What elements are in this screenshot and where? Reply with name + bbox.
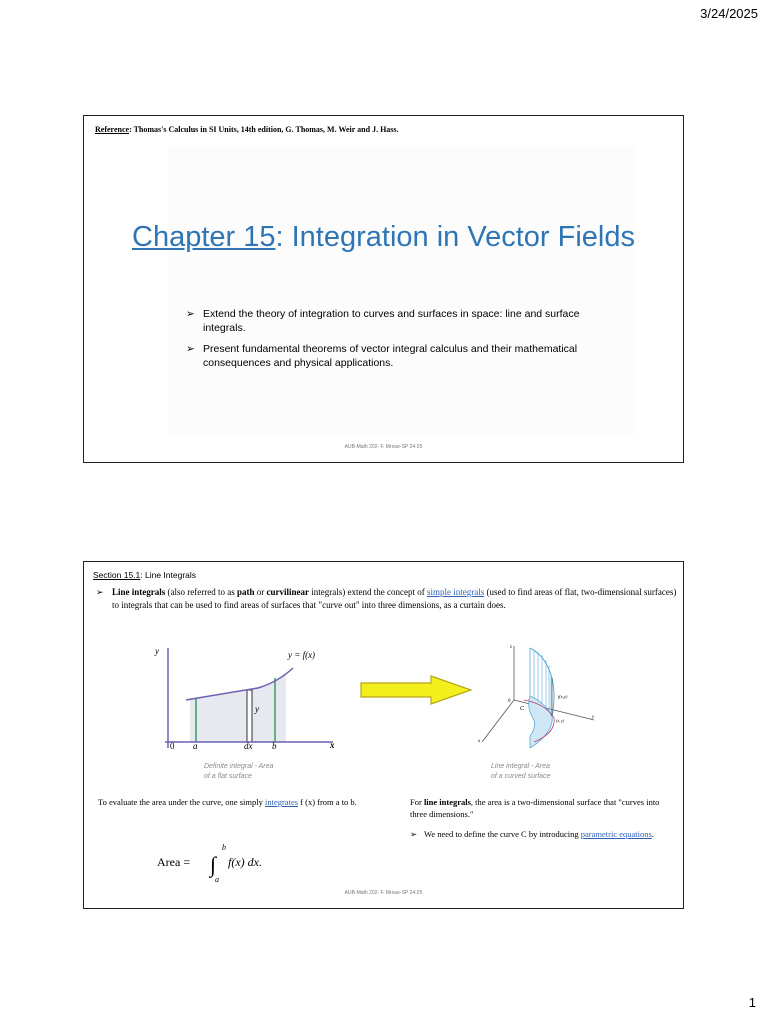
parametric-equations-link[interactable]: parametric equations <box>580 829 652 839</box>
line-integral-text <box>410 796 670 840</box>
arrow-bullet-icon: ➢ <box>96 587 104 597</box>
caption-line: Line integral - Area <box>491 763 550 770</box>
slide-1 <box>83 115 684 463</box>
slide-footer: AUB-Math 202- F. Mroue-SP 24-25 <box>344 444 423 450</box>
section-link[interactable]: Section 15.1 <box>93 570 141 580</box>
caption-line: Definite integral - Area <box>204 763 274 770</box>
upper-limit: b <box>222 843 226 852</box>
arrow-bullet-icon: ➢ <box>410 829 418 839</box>
slide-footer: AUB-Math 202- F. Mroue-SP 24-25 <box>344 890 423 896</box>
page-date: 3/24/2025 <box>700 6 758 21</box>
line-integral-paragraph <box>410 796 670 820</box>
fig2-z-label: z <box>510 645 512 650</box>
chapter-title-rest: : Integration in Vector Fields <box>275 221 635 253</box>
line-integral-figure <box>474 638 604 748</box>
chapter-link[interactable]: Chapter 15 <box>132 221 276 253</box>
dx-label: dx <box>244 741 253 750</box>
para-text: or <box>254 587 267 597</box>
formula-lhs: Area = <box>157 855 191 869</box>
reference-line <box>95 125 399 134</box>
arrow-bullet-icon: ➢ <box>186 308 195 320</box>
text: f (x) from a to b. <box>298 797 357 807</box>
integral-sign: ∫ <box>210 852 217 877</box>
integrates-link[interactable]: integrates <box>264 797 299 807</box>
term-path: path <box>236 587 255 597</box>
definite-integral-figure <box>148 640 348 750</box>
parametric-bullet <box>410 828 670 840</box>
x-axis-label: x <box>330 740 335 750</box>
area-formula <box>152 840 302 885</box>
text: , the area is a two-dimensional surface that "curves into three dimensions." <box>410 797 660 819</box>
fig2-origin-label: 0 <box>508 699 511 704</box>
reference-label: Reference <box>95 125 130 134</box>
para-text: (also referred to as <box>165 587 237 597</box>
para-text: integrals) extend the concept of <box>308 587 427 597</box>
curve-label: y = f(x) <box>288 650 316 660</box>
term-line-integrals: line integrals <box>423 797 471 807</box>
objective-text: Extend the theory of integration to curves and surfaces in space: line and surface integrals. <box>203 308 580 334</box>
caption-line-integral <box>491 762 551 782</box>
caption-line: of a flat surface <box>204 773 252 780</box>
strip-y-label: y <box>255 704 259 714</box>
term-line-integrals: Line integrals <box>112 587 166 597</box>
text: We need to define the curve C by introducing <box>424 829 581 839</box>
integrand: f(x) dx. <box>228 855 262 869</box>
x-axis <box>482 700 514 742</box>
chapter-title <box>124 220 643 255</box>
a-label: a <box>193 741 198 750</box>
section-heading <box>93 570 196 580</box>
fig2-xy-label: (x, y) <box>556 718 565 723</box>
fig2-y-label: y <box>592 715 595 720</box>
fig2-x-label: x <box>478 739 481 744</box>
page-number: 1 <box>748 995 756 1010</box>
objective-item <box>186 342 586 370</box>
evaluate-area-text <box>98 796 383 808</box>
objective-item <box>186 307 586 335</box>
y-axis-label: y <box>155 646 159 656</box>
section-heading-rest: : Line Integrals <box>140 570 197 580</box>
origin-label: 0 <box>170 741 175 750</box>
slide-1-content-panel <box>168 146 636 436</box>
text: To evaluate the area under the curve, one simply <box>98 797 265 807</box>
dx-strip <box>247 690 252 742</box>
caption-line: of a curved surface <box>491 773 551 780</box>
intro-paragraph <box>96 586 681 611</box>
reference-text: : Thomas's Calculus in SI Units, 14th edition, G. Thomas, M. Weir and J. Hass. <box>129 125 399 134</box>
arrow-bullet-icon: ➢ <box>186 343 195 355</box>
transition-arrow-icon <box>359 675 474 705</box>
fig2-fxy-label: f(x,y) <box>558 694 568 699</box>
caption-definite-integral <box>204 762 273 782</box>
lower-limit: a <box>215 875 219 884</box>
simple-integrals-link[interactable]: simple integrals <box>426 587 485 597</box>
objectives-list <box>186 307 586 377</box>
b-label: b <box>272 741 277 750</box>
para-text: (used to find areas of flat, two-dimensional surfaces) to integrals that can be used to find areas of surfaces that "curve out" into three dimensions, as a curtain does. <box>112 587 677 610</box>
objective-text: Present fundamental theorems of vector integral calculus and their mathematical consequences and physical applications. <box>203 343 578 369</box>
term-curvilinear: curvilinear <box>266 587 309 597</box>
slide-2 <box>83 561 684 909</box>
text: . <box>651 829 654 839</box>
fig2-c-label: C <box>520 706 525 712</box>
text: For <box>410 797 424 807</box>
